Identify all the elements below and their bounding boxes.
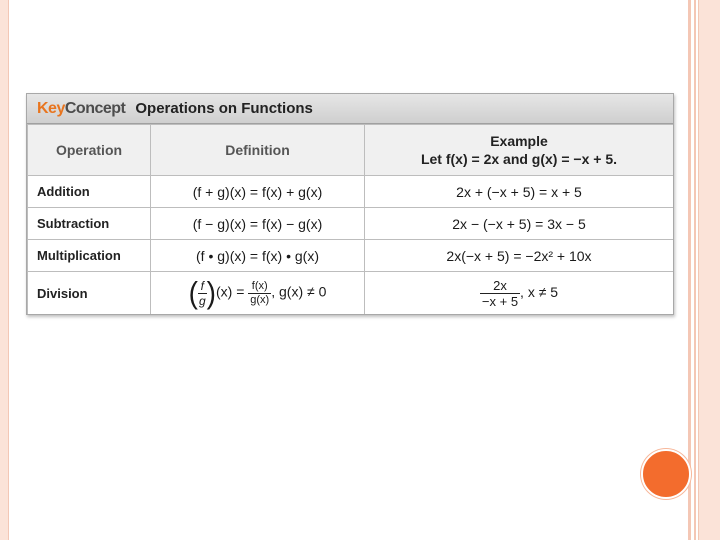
- operation-cell: Subtraction: [28, 208, 151, 240]
- quotient-fraction: [248, 280, 271, 307]
- table-row: [28, 176, 674, 208]
- fraction-numerator: f: [198, 279, 207, 294]
- slide-frame-right: [698, 0, 720, 540]
- table-header-row: [28, 125, 674, 176]
- table-row: [28, 272, 674, 315]
- definition-cell: (f + g)(x) = f(x) + g(x): [151, 176, 365, 208]
- definition-cell: [151, 272, 365, 315]
- example-cell: [365, 272, 674, 315]
- slide-frame-stripe: [688, 0, 691, 540]
- fraction-denominator: −x + 5: [481, 293, 519, 309]
- example-fraction: [480, 278, 520, 309]
- example-cell: 2x − (−x + 5) = 3x − 5: [365, 208, 674, 240]
- table-row: [28, 240, 674, 272]
- operations-table: [27, 124, 674, 315]
- fraction-denominator: g: [198, 293, 206, 308]
- table-row: [28, 208, 674, 240]
- operation-cell: Multiplication: [28, 240, 151, 272]
- fraction-numerator: f(x): [248, 280, 271, 294]
- slide-frame-stripe: [694, 0, 696, 540]
- example-tail: , x ≠ 5: [520, 283, 559, 300]
- example-subtitle: Let f(x) = 2x and g(x) = −x + 5.: [420, 151, 618, 167]
- column-header-example: [365, 125, 674, 176]
- inner-fraction: [198, 279, 207, 308]
- key-concept-card: [26, 93, 674, 315]
- card-title: Operations on Functions: [135, 100, 313, 117]
- open-paren: (: [188, 275, 198, 310]
- example-title: Example: [490, 133, 548, 149]
- slide-frame-left: [0, 0, 9, 540]
- example-cell: 2x + (−x + 5) = x + 5: [365, 176, 674, 208]
- key-label: Key: [37, 99, 65, 117]
- close-paren: ): [206, 275, 216, 310]
- column-header-definition: Definition: [151, 125, 365, 176]
- concept-label: Concept: [64, 99, 126, 117]
- example-cell: 2x(−x + 5) = −2x² + 10x: [365, 240, 674, 272]
- operation-cell: Division: [28, 272, 151, 315]
- fraction-denominator: g(x): [250, 293, 270, 306]
- card-header: [27, 94, 673, 124]
- definition-tail: , g(x) ≠ 0: [271, 283, 327, 300]
- orange-circle-decoration: [641, 449, 691, 499]
- fraction-numerator: 2x: [480, 278, 520, 294]
- operation-cell: Addition: [28, 176, 151, 208]
- definition-cell: (f • g)(x) = f(x) • g(x): [151, 240, 365, 272]
- definition-cell: (f − g)(x) = f(x) − g(x): [151, 208, 365, 240]
- column-header-operation: Operation: [28, 125, 151, 176]
- definition-middle: (x) =: [215, 283, 245, 300]
